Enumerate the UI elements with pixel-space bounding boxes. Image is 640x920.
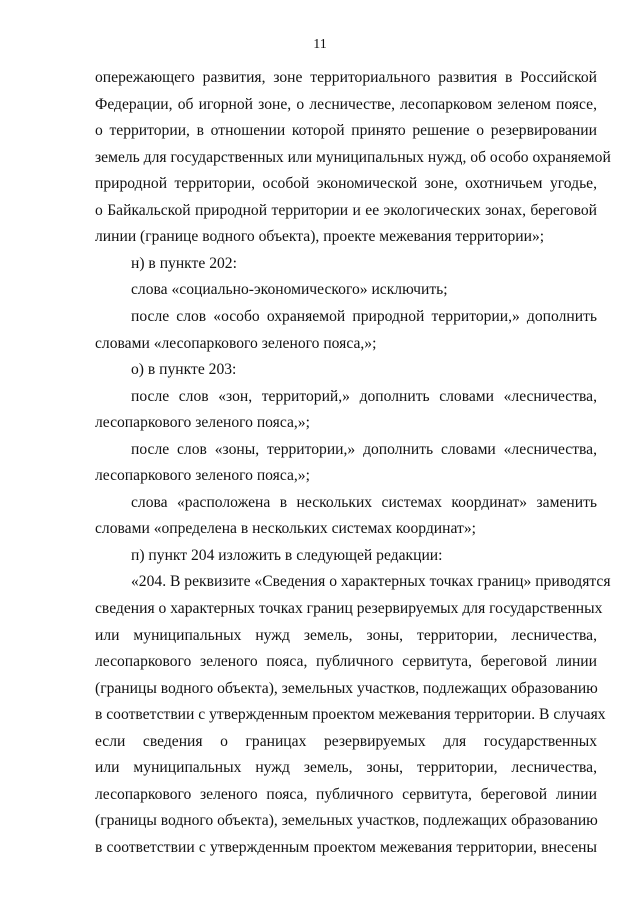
text-line: линии (границе водного объекта), проекте межевания территории»;	[95, 228, 545, 246]
text-line: в соответствии с утвержденным проектом межевания территории. В случаях	[95, 706, 606, 724]
text-line: сведения о характерных точках границ резервируемых для государственных	[95, 600, 603, 617]
text-line: если сведения о границах резервируемых для государственных	[95, 732, 597, 750]
text-line: или муниципальных нужд земель, зоны, территории, лесничества,	[95, 759, 597, 777]
text-line: лесопаркового зеленого пояса, публичного сервитута, береговой линии	[95, 653, 597, 671]
text-line: после слов «особо охраняемой природной территории,» дополнить	[131, 307, 597, 325]
text-line: о) в пункте 203:	[131, 361, 237, 379]
text-line: п) пункт 204 изложить в следующей редакции:	[131, 546, 443, 564]
text-line: слова «расположена в нескольких системах координат» заменить	[131, 493, 597, 511]
text-line: словами «лесопаркового зеленого пояса,»;	[95, 334, 377, 352]
text-line: после слов «зон, территорий,» дополнить словами «лесничества,	[131, 387, 597, 405]
text-line: (границы водного объекта), земельных участков, подлежащих образованию	[95, 679, 598, 697]
text-line: опережающего развития, зоне территориального развития в Российской	[95, 69, 597, 86]
text-line: лесопаркового зеленого пояса,»;	[95, 467, 310, 485]
text-line: земель для государственных или муниципальных нужд, об особо охраняемой	[95, 148, 611, 166]
text-line: после слов «зоны, территории,» дополнить словами «лесничества,	[131, 440, 597, 458]
page-number: 11	[313, 37, 327, 52]
text-line: словами «определена в нескольких системах координат»;	[95, 520, 476, 538]
text-line: «204. В реквизите «Сведения о характерных точках границ» приводятся	[131, 573, 611, 591]
text-line: природной территории, особой экономической зоне, охотничьем угодье,	[95, 175, 597, 193]
text-line: о территории, в отношении которой принято решение о резервировании	[95, 122, 597, 140]
text-line: лесопаркового зеленого пояса,»;	[95, 414, 310, 432]
text-line: Федерации, об игорной зоне, о лесничестве, лесопарковом зеленом поясе,	[95, 95, 597, 113]
text-line: н) в пункте 202:	[131, 254, 237, 272]
text-line: или муниципальных нужд земель, зоны, территории, лесничества,	[95, 626, 597, 644]
text-line: (границы водного объекта), земельных участков, подлежащих образованию	[95, 812, 598, 830]
text-line: в соответствии с утвержденным проектом межевания территории, внесены	[95, 838, 597, 856]
text-line: лесопаркового зеленого пояса, публичного сервитута, береговой линии	[95, 785, 597, 803]
text-line: слова «социально-экономического» исключить;	[131, 281, 448, 299]
text-line: о Байкальской природной территории и ее экологических зонах, береговой	[95, 201, 597, 219]
